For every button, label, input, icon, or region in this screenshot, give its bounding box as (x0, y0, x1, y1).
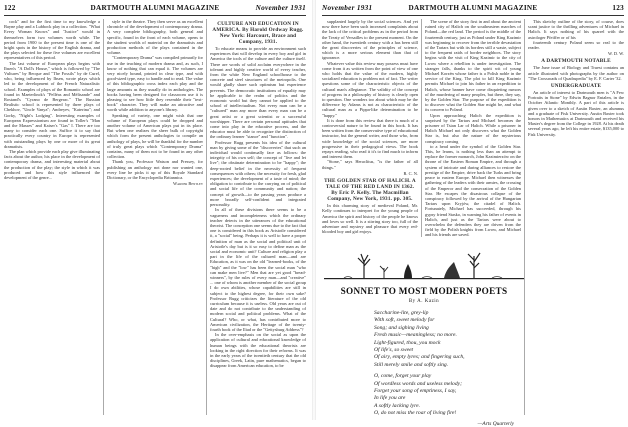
section-heading: UNDERGRADUATE (550, 83, 602, 90)
issue-date: November 1931 (255, 4, 306, 12)
paragraph: Speaking of variety, one might wish that one volume of European plays could be dropped and another volume of American plays put in its place. But when one realizes the sheer bulk of copyright which form the present anthologies to compile an anthology of plays, he will be thankful for the number of truly great plays which "Contemporary Drama" contains, many of them not to be found in any other collection. (107, 112, 203, 160)
column-1 (4, 19, 100, 180)
column-3 (210, 19, 306, 369)
poem-line: Of wordless words and useless melody; (374, 380, 462, 387)
paragraph: fourteenth century Poland seem so real to the reader. (528, 39, 624, 51)
paragraph: cock" and for the first time to my knowledge a Bayne play and a Lubbock play in a collection. "What Every Woman Knows" and "Justice" would in themselves form two volumes worth while. The period from 1900 to the present time is one of the bright spots in the history of the English drama, and the plays selected for these five volumes are excellent representatives of this period. (4, 19, 100, 61)
paragraph: "Contemporary Drama" was compiled primarily for use in the teaching of modern drama and, as such, I know of nothing that can equal it. The volumes are very nicely bound, printed in clear type, and with good-sized type, easy to handle and to read. The value of this bibliographic cross index each play and the large amounts as they usually do in anthologies. The books having been designed for classroom use it is pleasing to see how little they resemble their "text-book" character. They will make an attractive and worth while addition to anyone's library. (107, 55, 203, 113)
poem-line: Of airy, empty lyres; and fingering such, (374, 354, 465, 361)
reviewer-signature: R. C. N. (403, 170, 418, 176)
paragraph: Whatever value this review may possess must have come from it as written from the point of view of one who holds that the value of the modern, highly socialized education is problem not of fact. The writer questions some of the characteristic objects of the cultural man's allegiance. The validity of the concept of progress in a philosophy of history is clearly open to question. One wonders too about which may be the difference by Adams is not as characteristic of the cultural man as a Pippa-like determination to be "happy." (322, 60, 418, 118)
header-rule (322, 15, 624, 16)
sonnet-block (324, 286, 524, 427)
paragraph: Professor Rugg presents his idea of the cultural man by giving some of the "discoveries" that such an individual would continually face as follows: the integrity of his own self; the concept of "live and let live"; the obstinate determination to be "happy"; the deep-rooted belief in the necessity of frequent consequences with others; the necessity for fresh, glad experiences; the development of a taste of mind; the obligation to contribute to the carrying on of political and social life of the community and nation; the concept of growth—to the passing years produce a more broadly self-confident and integrated personality. (210, 139, 306, 208)
paragraph: An article of interest to Dartmouth men is "A Few Portraits in Stone" by Edwin Bagnor Entalen, in the October Atlantic Monthly. A part of this article is given over to a sketch of Austin Baxter, an alumnus and a graduate of Fisk University. Austin Baxter took honors in Mathematics at Dartmouth and received his Master's degree from the College in 1928. At his death several years ago, he left his entire estate, $135,000 to Fisk University. (528, 90, 624, 137)
page-number: 123 (612, 4, 624, 12)
magazine-title: DARTMOUTH ALUMNI MAGAZINE (408, 4, 538, 12)
landscape-illustration (324, 242, 524, 282)
page-number: 122 (4, 4, 16, 12)
issue-date: November 1931 (322, 4, 373, 12)
paragraph: To educate means to provide an environment such experiences that will develop in every boy and girl in America the tools of the culture and the culture itself. There are words of solid acclaim everywhere in the tolerant and highly creative world of every teacher, from the white New England schoolhouse to the concrete and steel structures of the metropolis. One would gladly share such optimism but experience prevents. The democratic institutions of equality may be applicable to the realm of politics and the economic world but they cannot be applied to the school of intellectualism. Not every man can be a "cultured" man any more than every man can be a great artist or a great scientist or a successful worshipper. There are certain personal aptitudes that come into play in the educative process, and the educator must be able to recognize the distinction of the ordinary learner "stance" and "function". (210, 46, 306, 140)
paragraph: The June issue of Biology and Truest contains an article illustrated with photographs by the author on "The Crossroads of Quadrupedia" by E. F. Carter '32. (528, 65, 624, 81)
paragraph: In all of these divisions there seems to be a vagueness and incompleteness which the ordinary teacher detects in the utterances of the educational theorist. The conception one seems due to the fact that one is considered in this book as Aristotle considered it, a "social" being. Perhaps it is well to have a proper definition of man as the social and political unit of Aristotle's day but is it so easy to define man as the social and economic unit? Culture and religion play a part in the life of the cultured man—and are Education, as it was on the old "learned-books, of the "high" and the "low" has been the social man "who can make men live?" Men that are yet good "bread-winners", by the rules of every man—and "creative" ... one of whom is another member of the social group I do own abilities, whose capabilities are still in subject to the highest degree, for their own sake? Professor Rugg criticizes the literature of the old curriculum because it is useless. Old years are out of date and do not contribute to the understanding of modern social and political problems. What of the Cultural? Who, or what, has contributed more to American civilization, the Heritage of the twenty-fourth book of the Iliad or the "Gettysburg Address"? (210, 207, 306, 332)
paragraph: "Stone," says Heraclitus, "is the father of all things." (322, 159, 418, 170)
paragraph: style in the theatre. They then serve as an excellent chronicle of the development of contemporary drama. A very complete bibliography, both general and specific, found in the front of each volume, opens to the student worlds of material on the dramatists and production methods of the plays contained in the volume. (107, 19, 203, 56)
poem-line: Of life's, so sweet (374, 347, 414, 354)
column-divider (524, 19, 525, 415)
poem-line: A softly lacking lyre. (374, 402, 420, 409)
paragraph: The last volume of European plays begins with Ibsen's "A Doll's House," which is followed by "The Vultures" by Becque and "The Fossils" by de Curel, who, being influenced by Ibsen, wrote plays which led to the development of the French Naturalistic school. Examples of plays of the Romantic school are found in Maeterlinck's "Pelléas and Mélisande" and Rostand's "Cyrano de Bergerac." The Russian Realistic school is represented by three plays of Chekhov, "Uncle Vanya"; Andreyev, "Katerina"; and Gorky, "Night's Lodging". Interesting examples of European Expressionism are found in Toller's "Man and the Masses" and Kaiser's "Gas" I. There are too many to consider each one. Suffice it to say that practically every country in Europe is represented with outstanding plays by one or more of its great dramatists. (4, 60, 100, 149)
reviewer-signature: Warner Bentley (172, 181, 203, 187)
poem-line: In life you are (374, 395, 406, 402)
poem-line: Light-figured, thou, you mock (374, 339, 441, 346)
paragraph: supplanted largely by the social sciences. And yet now there have been such increased complaints about the lack of the critical problems as in the period from the Treaty of Versailles to the present moment. On the other hand, the twentieth century with a has been still the great discoveries of the principles of science, which is a more serious element than that of ignorance. (322, 19, 418, 61)
column-2 (425, 19, 521, 237)
column-2 (107, 19, 203, 189)
sonnet-author: By A. Kazin (408, 299, 440, 304)
sonnet-title: SONNET TO MOST MODERN POETS (340, 286, 508, 296)
paragraph: In this charming story of medieval Poland, Mr. Kelly continues to interpret for the young people of America the spirit and history of the people he knows and loves so well. It is a stirring story too, full of the adventure and mystery and pleasure that every red-blooded boy and girl enjoys. (322, 203, 418, 235)
poem-line: With soft, sweet melody for (374, 317, 435, 324)
poem-line: O, do not miss the roar of living fire! (374, 410, 457, 417)
reviewer-signature: W. D. W. (607, 51, 624, 57)
header-rule (4, 15, 306, 16)
column-divider (421, 19, 422, 237)
right-page (318, 0, 628, 427)
column-divider (103, 19, 104, 415)
column-1 (322, 19, 418, 237)
review-heading: THE GOLDEN STAR OF HALICH. A TALE OF THE RED LAND IN 1362. By Eric P. Kelly. The Macmillan Company, New York, 1931. pp. 305. (324, 178, 416, 203)
poem-line: Song; and sighing living (374, 324, 429, 331)
column-divider (206, 19, 207, 415)
paragraph: It is done from this review that there is much of a controversial nature to be found in this book. It has been written from the conservative type of educational instructor, but the general writer, and those who, from wide knowledge of the social sciences, are more progressive in their pedagogical views. The book repays reading, who read it it's to find much to inform and interest them. (322, 117, 418, 160)
review-heading: CULTURE AND EDUCATION IN AMERICA. By Harold Ordway Rugg. New York: Harcourt, Brace and Company, 1931. (212, 21, 304, 45)
magazine-title: DARTMOUTH ALUMNI MAGAZINE (90, 4, 220, 12)
paragraph: In the over-emphasis on the social as upon the application of cultural and educational knowledge of human beings with the educational theorists are looking in the right direction for their reforms. It was in the early years of the twentieth century that the old disciplines, Greek, Latin, pure mathematics, began to disappear from American education, to be (210, 332, 306, 369)
paragraph: The plan which provide each play give illuminating facts about the author, his place in the development of contemporary drama, and interesting material about the production of the play; the style in which it was produced and how this style influenced the development of the genre... (4, 149, 100, 181)
poem-line: Saccharine-lite, grey-lip (374, 310, 429, 316)
paragraph: The scene of the story first in and about the ancient ruined city of Halich on the southeastern marches of Poland—the red land. The period is the middle of the fourteenth century, just as Poland under King Kazimir was beginning to recover from the terrible devastation of the Tartars but with its borders still a waste, subject to the frequent raids of border neighbors. The story begins with the visit of King Kazimir to the city of Lwow where a rebellion is under investigation. The stranger falls, thanks to the spirit wit of young Michael Korzén whose father is a Polish noble in the service of the King. The plot to kill King Kazimir permits Michael to join his father in an expedition to Halich, whose banner have come disquieting rumors of the murdering of many peoples, but there, they say, by the Golden Star. The purpose of the expedition is to discover what the Golden Star might be, and what its concern to Poland. (425, 19, 521, 113)
poem-line: Fresh music—meaningless; no more. (374, 332, 457, 339)
poem-line: Still merely smile and softly sing. (374, 361, 449, 368)
sonnet-source: —Arts Quarterly (477, 420, 514, 427)
paragraph: to a head under the symbol of the Golden Star. This, he learns, is nothing less than an attempt to replace the former monarch, John Kazimierzów on the throne of the Eastern Roman Empire, and through a system of intricate and daring alliances to restore the prestige of the Empire, drive back the Turks and bring peace to eastern Europe. Michael then witnesses the gathering of the leaders with their armies, the crossing of the Emperor and the consecration of the Golden Star. He escapes the disastrous collapse of the conspiracy followed by the arrival of the Hungarian Tartars upon Kryjów, the citadel of Halich. Fortunately, Michael has succeeded, through his gypsy friend Stasko, in warning his father of events in Halich, and just as the Tartars were about to overwhelm the defenders they are driven from the field by the Polish knights from Lwow, and Michael and his friends are saved. (425, 143, 521, 237)
poem-line: O, come, forget your play (374, 373, 432, 380)
left-page (0, 0, 310, 420)
paragraph: Upon approaching Halich the expedition is surprised by the Tartars and Michael becomes the prisoner of Tsian Lar of Halich. While a prisoner in Halich Michael not only discovers what the Golden Star is, but also the nature of the mysterious conspiracy coming (425, 112, 521, 144)
section-heading: A DARTMOUTH NOTABLE (541, 58, 611, 65)
paragraph: This sketchy outline of the story, of course, does scant justice to the thrilling adventures of Michael in Halich. It says nothing of his quarrel with the astrologer Pfeiffer or of his (528, 19, 624, 40)
paragraph: Thank you, Professor Watson and Pressey, for publishing an anthology not done nor wanted one, every line he picks it up of this Royale Standard Dictionary, or the Encyclopedia Britannica. (107, 159, 203, 181)
column-4 (528, 19, 624, 137)
page-gutter (312, 0, 316, 420)
poem-line: Forget your song of emptiness, I say, (374, 388, 457, 395)
